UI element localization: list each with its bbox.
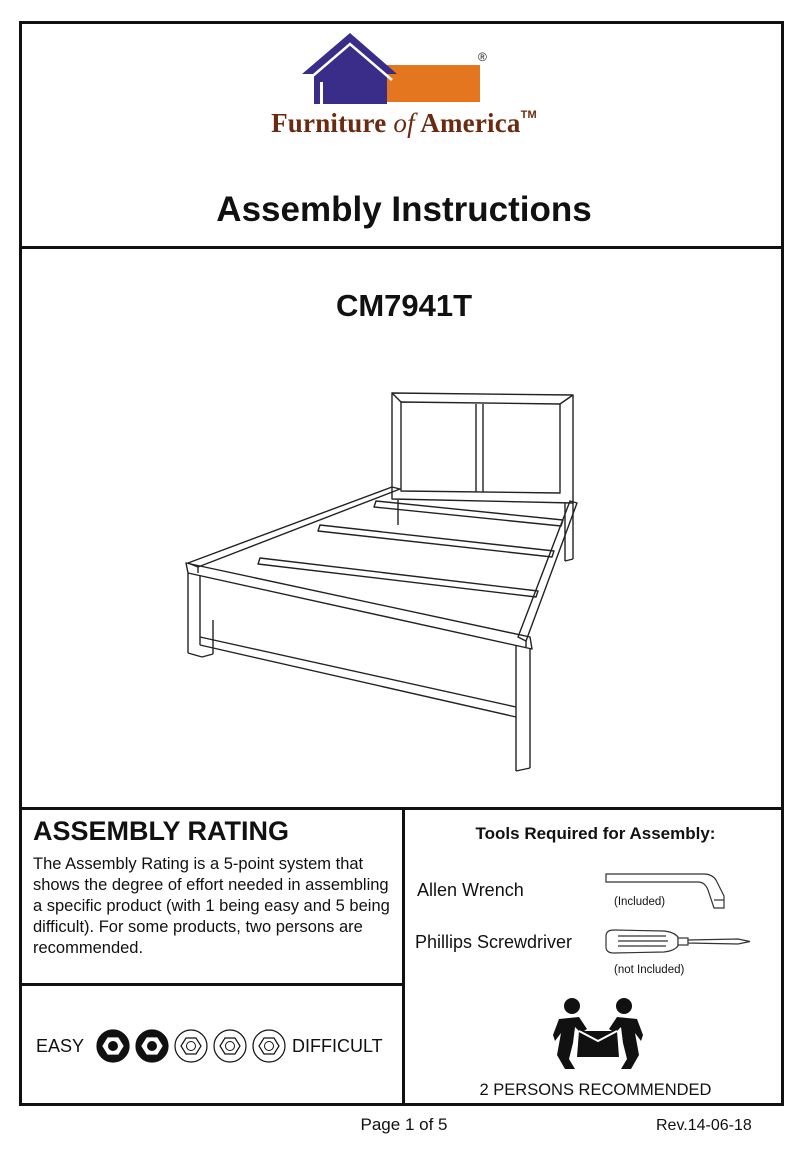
headboard-foot: [565, 559, 573, 561]
header-divider: [19, 246, 784, 249]
leg-left-foot-b: [202, 654, 213, 657]
tool-name-allen-wrench: Allen Wrench: [417, 880, 524, 900]
registered-mark: ®: [478, 50, 487, 64]
person-right-head: [616, 998, 632, 1014]
screwdriver-shaft: [688, 939, 750, 944]
slat-2: [318, 525, 554, 557]
tool-note-allen-wrench: (Included): [614, 896, 666, 908]
rating-scale: [96, 1027, 292, 1065]
headboard-bevel: [392, 393, 401, 402]
brand-name: Furniture: [271, 108, 387, 138]
bed-frame-illustration: [180, 385, 580, 775]
brand-wordmark: [0, 108, 808, 139]
rating-dot-5-icon: [252, 1029, 286, 1063]
footboard-lower: [200, 645, 516, 717]
tools-heading: Tools Required for Assembly:: [475, 824, 716, 843]
rating-dot-2-icon: [135, 1029, 169, 1063]
tool-note-screwdriver: (not Included): [614, 964, 685, 976]
center-divider: [402, 807, 405, 1106]
screwdriver-icon: [604, 928, 754, 956]
rating-description: The Assembly Rating is a 5-point system that shows the degree of effort needed in assembling a specific product (with 1 being easy and 5 being difficult). For some products, two persons are recommended.: [33, 855, 390, 957]
slat-3: [258, 558, 538, 597]
leg-right-foot: [516, 768, 530, 771]
leg-left-foot: [188, 653, 202, 657]
screwdriver-ferrule: [678, 938, 688, 945]
easy-label: EASY: [36, 1036, 85, 1056]
page-title: Assembly Instructions: [216, 190, 592, 229]
rating-divider: [19, 983, 405, 986]
slat-1: [374, 501, 563, 526]
difficult-label: DIFFICULT: [292, 1036, 383, 1056]
rating-dot-1-icon: [96, 1029, 130, 1063]
brand-logo-icon: [300, 30, 480, 108]
two-persons-icon: [553, 997, 643, 1071]
person-left-head: [564, 998, 580, 1014]
headboard-inner: [401, 402, 560, 493]
revision-date: Rev.14-06-18: [656, 1117, 752, 1134]
model-number: CM7941T: [335, 288, 473, 323]
rating-dot-4-icon: [213, 1029, 247, 1063]
logo-house-stripe: [320, 82, 323, 104]
brand-america: America: [420, 108, 521, 138]
brand-of: of: [393, 108, 415, 138]
trademark: TM: [520, 109, 537, 121]
page-number: Page 1 of 5: [360, 1115, 448, 1134]
headboard-bevel-r: [560, 395, 573, 404]
persons-recommended: 2 PERSONS RECOMMENDED: [479, 1081, 712, 1099]
rating-dot-3-icon: [174, 1029, 208, 1063]
rating-heading: ASSEMBLY RATING: [33, 816, 290, 846]
side-rail-left: [188, 487, 400, 567]
carried-box: [577, 1031, 619, 1057]
footboard-panel-line: [200, 637, 516, 707]
tool-name-screwdriver: Phillips Screwdriver: [415, 932, 573, 952]
